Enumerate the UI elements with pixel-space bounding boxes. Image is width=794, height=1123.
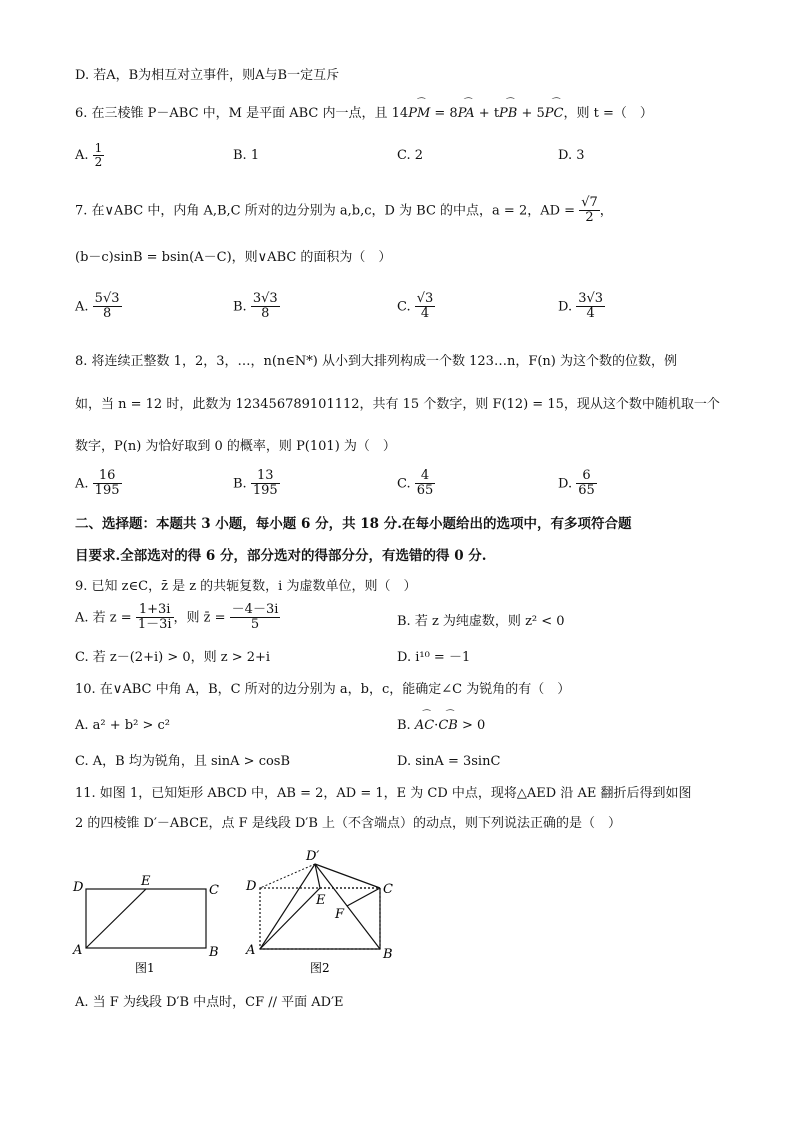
vector-pa: ⌒ PA [458,104,475,124]
q9-a-mid: ，则 z̄ = [173,610,226,626]
q7-option-b [233,292,280,322]
fig1-rectangle [86,889,206,948]
q10-b-postfix: > 0 [457,718,486,733]
q8-stem-line3: 数字，P(n) 为恰好取到 0 的概率，则 P(101) 为（ ） [75,439,396,454]
q8-option-a [75,469,122,499]
q6-a-num: 1 [94,141,103,155]
vector-pb: ⌒ PB [499,104,517,124]
fig2-segment-cf [347,888,380,906]
q10-option-b [397,716,485,736]
q9-a-den2: 5 [250,617,260,633]
q6-stem-start: 6. 在三棱锥 P－ABC 中，M 是平面 ABC 内一点，且 14 [75,106,409,121]
q8-stem-line1: 8. 将连续正整数 1，2，3，…，n(n∈N*) 从小到大排列构成一个数 123…n，F(n) 为这个数的位数，例 [75,354,677,369]
q7-option-a [75,292,122,322]
q6-option-b: B. 1 [233,148,260,163]
q11-stem-line2: 2 的四棱锥 D′－ABCE，点 F 是线段 D′B 上（不含端点）的动点，则下列说法正确的是（ ） [75,816,622,831]
vector-pm: ⌒ PM [408,104,430,124]
vector-ac: ⌒ AC [415,716,434,736]
q7-stem-start: 7. 在∨ABC 中，内角 A,B,C 所对的边分别为 a,b,c，D 为 BC 的中点，a = 2，AD = [75,203,576,219]
fig2-label-e: E [316,893,326,908]
fig2-caption: 图2 [310,961,330,975]
q7-c-den: 4 [420,306,430,322]
q11-option-a: A. 当 F 为线段 D′B 中点时，CF // 平面 AD′E [75,995,344,1010]
q7-stem-line1 [75,196,613,226]
section2-heading-line2: 目要求.全部选对的得 6 分，部分选对的得部分分，有选错的得 0 分. [75,548,487,564]
q8-c-num: 4 [415,469,436,484]
q10-option-a: A. a² + b² > c² [75,718,170,733]
q5-option-d: D. 若A，B为相互对立事件，则A与B一定互斥 [75,68,340,83]
q7-a-frac [93,292,122,322]
vector-pc: ⌒ PC [545,104,564,124]
q7-a-num: 5√3 [94,291,120,306]
q7-a-den: 8 [102,306,112,322]
q9-a-frac1 [136,603,174,633]
q6-option-a [75,142,104,169]
q7-ad-frac [579,196,600,226]
q9-a-num2: －4－3i [231,602,279,617]
q10-option-d: D. sinA = 3sinC [397,754,501,769]
q8-c-label: C. [397,476,411,492]
q7-d-num: 3√3 [578,291,604,306]
fig1-label-e: E [141,874,151,889]
q8-a-label: A. [75,476,89,492]
fig2-label-a: A [246,943,256,958]
q8-stem-line2: 如，当 n = 12 时，此数为 123456789101112，共有 15 个数字，则 F(12) = 15，现从这个数中随机取一个 [75,397,720,412]
q7-b-label: B. [233,299,247,315]
vector-cb: ⌒ CB [438,716,458,736]
q6-a-den: 2 [94,155,103,170]
q6-plus-5: + 5 [517,106,545,121]
q7-ad-den: 2 [585,210,594,226]
q8-d-frac [576,469,597,499]
q8-option-c [397,469,435,499]
q7-d-den: 4 [586,306,595,322]
q6-stem-end: ，则 t =（ ） [563,106,653,121]
q8-option-b [233,469,280,499]
figure-1 [65,868,225,978]
fig1-label-c: C [209,883,219,898]
q7-c-label: C. [397,299,411,315]
q8-b-num: 13 [251,469,280,484]
fig2-edge-dpa [260,864,315,949]
fig1-label-d: D [73,880,84,895]
section2-heading-line1: 二、选择题：本题共 3 小题，每小题 6 分，共 18 分.在每小题给出的选项中，有多项符合题 [75,516,632,532]
fig2-label-b: B [383,947,393,962]
q7-ad-num: √7 [581,195,598,210]
fig1-label-a: A [73,943,83,958]
q6-stem [75,104,653,124]
q8-a-den: 195 [94,483,120,499]
q8-a-num: 16 [93,469,122,484]
q9-a-frac2 [230,603,281,633]
q9-option-d: D. i¹⁰ = －1 [397,650,471,665]
q9-option-b: B. 若 z 为纯虚数，则 z² < 0 [397,614,565,629]
q7-option-d [558,292,605,322]
q6-a-frac [93,142,105,169]
q9-a-num1: 1+3i [136,603,174,618]
q7-c-num: √3 [416,291,434,306]
q8-b-den: 195 [252,483,278,499]
q9-a-den1: 1－3i [137,617,172,633]
q6-option-d: D. 3 [558,148,585,163]
q7-a-label: A. [75,299,89,315]
figure-2 [240,848,400,978]
q6-plus-t: + t [474,106,500,121]
fig1-label-b: B [209,945,219,960]
q8-c-frac [415,469,436,499]
q7-c-frac [415,292,436,322]
q6-a-label: A. [75,148,89,164]
q8-a-frac [93,469,122,499]
q8-b-label: B. [233,476,247,492]
q8-d-num: 6 [576,469,597,484]
q11-stem-line1: 11. 如图 1，已知矩形 ABCD 中，AB = 2，AD = 1，E 为 CD 中点，现将△AED 沿 AE 翻折后得到如图 [75,786,692,801]
q9-a-prefix: A. 若 z = [75,610,132,626]
q10-b-dot: · [434,718,439,733]
q7-b-num: 3√3 [252,291,278,306]
q10-option-c: C. A，B 均为锐角，且 sinA > cosB [75,754,291,769]
fig2-label-dprime: D′ [306,849,320,864]
q8-c-den: 65 [416,483,434,499]
q9-option-c: C. 若 z－(2+i) > 0，则 z > 2+i [75,650,271,665]
q7-b-frac [251,292,280,322]
q6-option-c: C. 2 [397,148,424,163]
fig2-label-f: F [335,907,345,922]
q7-option-c [397,292,435,322]
q6-eq: = 8 [430,106,458,121]
q8-b-frac [251,469,280,499]
q7-b-den: 8 [261,306,270,322]
q10-b-prefix: B. [397,718,415,733]
q7-d-label: D. [558,299,573,315]
fig2-label-d: D [246,879,257,894]
q8-d-den: 65 [578,483,595,499]
q8-d-label: D. [558,476,573,492]
q7-d-frac [576,292,605,322]
fig1-segment-ae [86,889,146,948]
q9-option-a [75,603,280,633]
q10-stem: 10. 在∨ABC 中角 A，B，C 所对的边分别为 a，b，c，能确定∠C 为锐角的有（ ） [75,682,571,697]
q8-option-d [558,469,597,499]
q9-stem: 9. 已知 z∈C，z̄ 是 z 的共轭复数，i 为虚数单位，则（ ） [75,579,417,594]
q7-stem-line2: (b－c)sinB = bsin(A－C)，则∨ABC 的面积为（ ） [75,250,392,265]
q7-stem-tail: ， [599,203,613,219]
fig2-edge-ae [260,888,320,949]
fig1-caption: 图1 [135,961,155,975]
fig2-label-c: C [383,882,393,897]
